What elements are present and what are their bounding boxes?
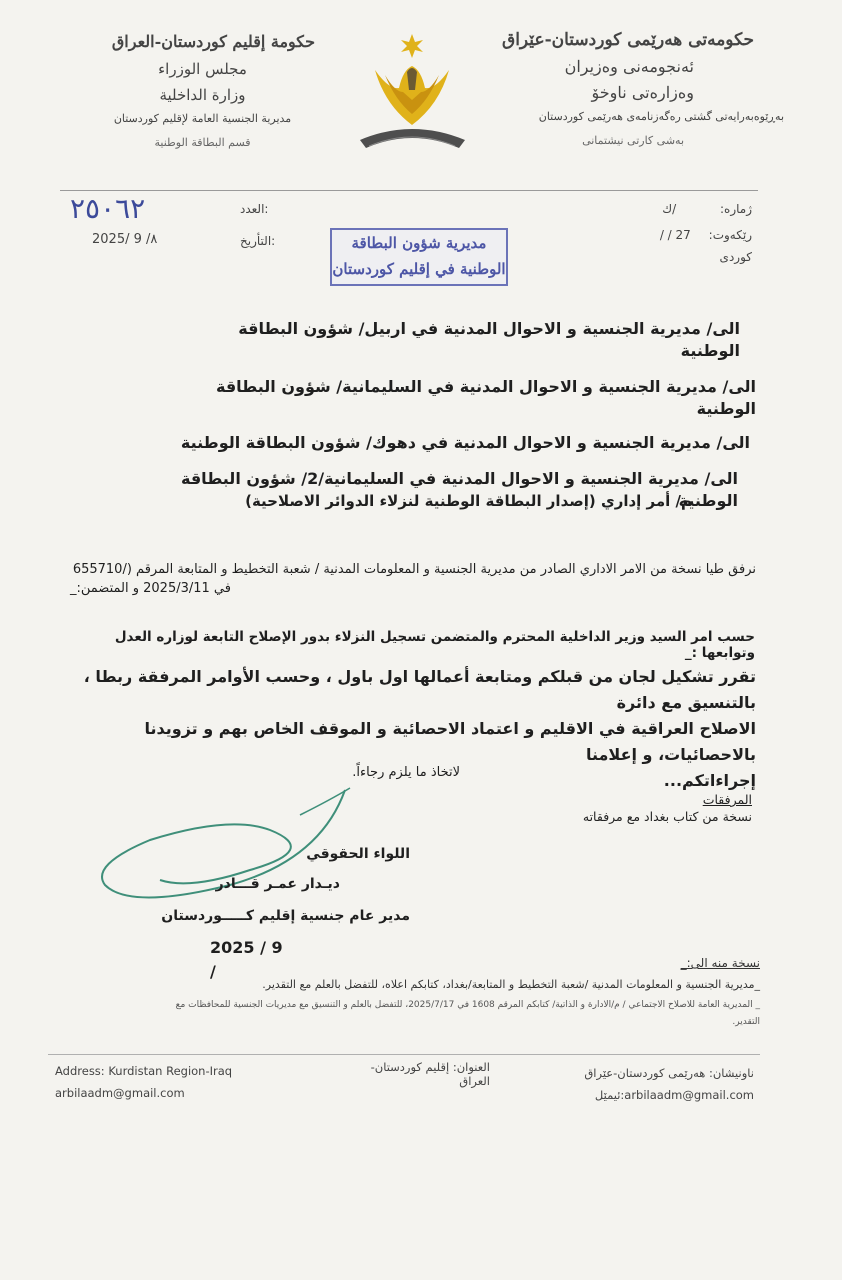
- header-kurdish-line5: بەشی کارتی نیشتمانی: [582, 134, 684, 147]
- eagle-emblem-icon: [355, 30, 470, 160]
- reference-kurdish: [592, 198, 752, 268]
- recipient-2: الى/ مديرية الجنسية و الاحوال المدنية في السليمانية/ شؤون البطاقة الوطنية: [215, 377, 756, 418]
- footer-english: [55, 1060, 232, 1104]
- ref-arabic-date-value: 2025/ 9 /٨: [92, 232, 158, 247]
- kurdistan-emblem: [355, 30, 470, 160]
- ref-number-label: ژمارە:: [719, 202, 752, 216]
- closing-line: لاتخاذ ما يلزم رجاءاً.: [352, 765, 460, 780]
- signature-date: 2025 / 9 /: [210, 938, 283, 981]
- body-paragraph-1: [70, 560, 756, 598]
- footer-ku-email: arbilaadm@gmail.com:ئیمێل: [594, 1088, 754, 1102]
- reference-arabic: [60, 192, 280, 262]
- header-kurdish: [474, 26, 784, 154]
- body-p1-line2: في 2025/3/11 و المتضمن:_: [70, 581, 231, 596]
- ref-arabic-number-label: العدد:: [240, 202, 269, 216]
- footer-en-address: Address: Kurdistan Region-Iraq: [55, 1064, 233, 1078]
- body-p3-line2: الاصلاح العراقية في الاقليم و اعتماد الاحصائية و الموقف الخاص بهم و تزويدنا بالاحصائيات، و إعلامنا: [144, 719, 756, 764]
- header-arabic-line3: وزارة الداخلية: [159, 86, 246, 104]
- header-kurdish-line1: حکومەتی هەرێمی کوردستان-عێراق: [502, 30, 754, 50]
- header-arabic-line1: حكومة إقليم كوردستان-العراق: [111, 32, 315, 51]
- ref-number-value: /ك: [662, 202, 677, 216]
- body-p1-line1: نرفق طيا نسخة من الامر الاداري الصادر من مديرية الجنسية و المعلومات المدنية / شعبة التخطيط و المتابعة المرقم (/655710: [72, 562, 756, 577]
- subject-line: م/ أمر إداري (إصدار البطاقة الوطنية لنزلاء الدوائر الاصلاحية): [245, 492, 692, 510]
- ref-date-label: رێکەوت:: [708, 228, 752, 242]
- recipients-block: [180, 318, 756, 512]
- header-divider: [60, 190, 758, 191]
- header-kurdish-line4: بەڕێوەبەرایەتی گشتی رەگەزنامەی هەرێمی کوردستان: [538, 110, 784, 123]
- recipient-1: الى/ مديرية الجنسية و الاحوال المدنية في اربيل/ شؤون البطاقة الوطنية: [238, 319, 740, 360]
- footer-kurdish: [534, 1062, 754, 1106]
- copies-block: [70, 955, 760, 1031]
- header-kurdish-line3: وەزارەتی ناوخۆ: [591, 83, 694, 102]
- footer-en-email: arbilaadm@gmail.com: [55, 1086, 185, 1100]
- header-kurdish-line2: ئەنجومەنی وەزیران: [564, 57, 694, 76]
- header-arabic-line2: مجلس الوزراء: [158, 60, 247, 78]
- header-arabic-line5: قسم البطاقة الوطنية: [154, 136, 251, 149]
- ref-arabic-date-label: التأريخ:: [240, 234, 276, 248]
- ref-date-value: 27 / /: [659, 228, 691, 242]
- body-p3-line3: إجراءاتكم...: [663, 771, 756, 790]
- body-paragraph-2: حسب امر السيد وزير الداخلية المحترم والمتضمن تسجيل النزلاء بدور الإصلاح التابعة لوزاره العدل وتوابعها :_: [114, 629, 755, 661]
- attachments-title: المرفقات: [702, 792, 752, 807]
- header-arabic: [90, 28, 315, 156]
- copies-line1: _مديرية الجنسية و المعلومات المدنية /شعبة التخطيط و المتابعة/بغداد، كتابكم اعلاه، للتفضل بالعلم مع التقدير.: [262, 978, 760, 991]
- signature-rank: اللواء الحقوقي: [306, 846, 410, 862]
- attachments-block: [452, 792, 752, 824]
- stamp-line1: مديرية شؤون البطاقة: [351, 234, 487, 252]
- ref-arabic-number-value: ٢٥٠٦٢: [70, 192, 146, 225]
- footer-ku-address: ناونیشان: هەرێمی کوردستان-عێراق: [584, 1066, 754, 1080]
- signature-title: مدير عام جنسية إقليم كـــــوردستان: [161, 908, 410, 924]
- ref-calendar: کوردی: [719, 250, 752, 264]
- copies-title: نسخة منه الى:_: [680, 956, 760, 970]
- copies-line3: التقدير.: [732, 1017, 760, 1027]
- footer-arabic-address: العنوان: إقليم كوردستان-العراق: [370, 1060, 490, 1088]
- header-arabic-line4: مديرية الجنسية العامة لإقليم كوردستان: [113, 112, 292, 125]
- recipient-4: الى/ مديرية الجنسية و الاحوال المدنية في السليمانية/2/ شؤون البطاقة الوطنية: [181, 469, 738, 510]
- stamp-line2: الوطنية في إقليم كوردستان: [332, 260, 506, 278]
- body-p3-line1: تقرر تشكيل لجان من قبلكم ومتابعة أعمالها اول باول ، وحسب الأوامر المرفقة ربطا ، بالتنسيق مع دائرة: [83, 667, 756, 712]
- signature-name: ديـدار عمـر قـــادر: [215, 876, 340, 892]
- department-stamp: [330, 228, 508, 286]
- footer-divider: [48, 1054, 760, 1055]
- recipient-3: الى/ مديرية الجنسية و الاحوال المدنية في دهوك/ شؤون البطاقة الوطنية: [180, 433, 750, 452]
- copies-line2: _ المديرية العامة للاصلاح الاجتماعي / م/الادارة و الذاتية/ كتابكم المرقم 1608 في 2025/7/17، للتفضل بالعلم و التنسيق مع مديريات الجنسية للمحافظات مع: [175, 1000, 760, 1010]
- attachments-item: نسخة من كتاب بغداد مع مرفقاته: [582, 809, 752, 824]
